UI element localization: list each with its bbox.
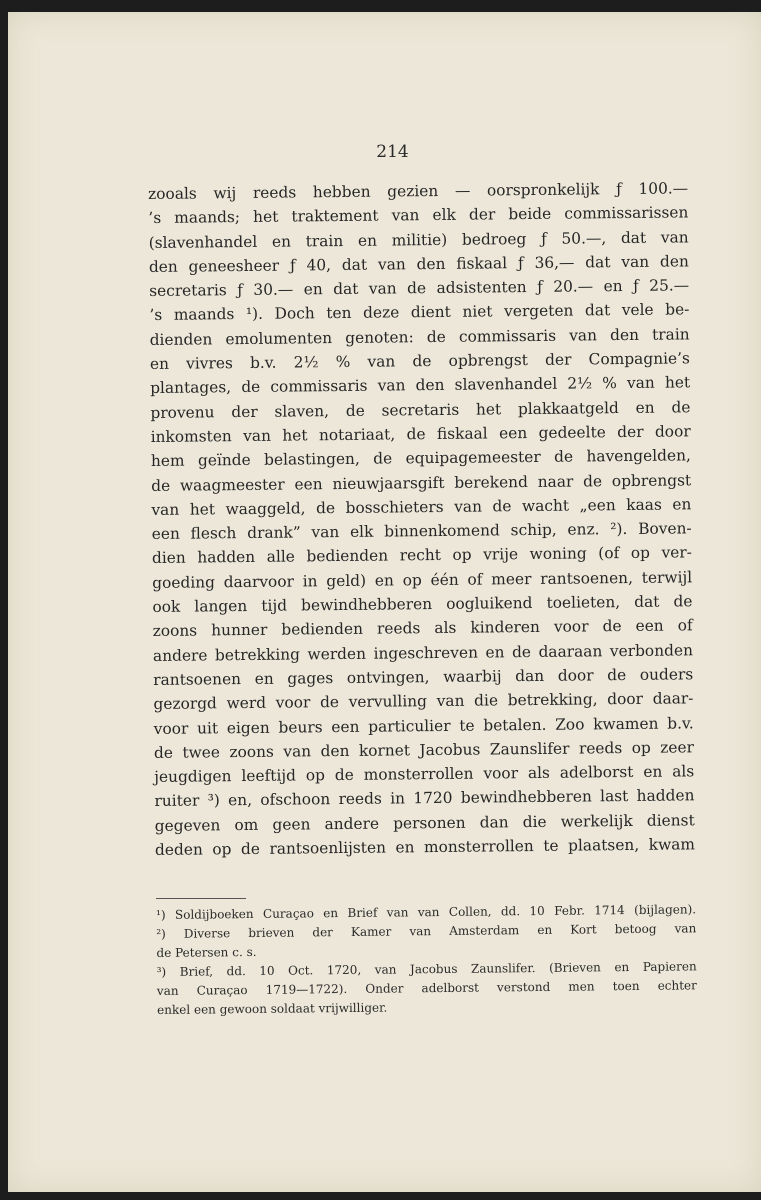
body-line: een flesch drank” van elk binnenkomend schip, enz. ²). Boven- xyxy=(151,519,692,544)
body-line: rantsoenen en gages ontvingen, waarbij dan door de ouders xyxy=(153,665,694,689)
body-line: zooals wij reeds hebben gezien — oorspronkelijk ƒ 100.— xyxy=(148,179,689,203)
book-page xyxy=(8,12,761,1192)
footnote-line: enkel een gewoon soldaat vrijwilliger. xyxy=(157,1000,388,1017)
footnote-line: de Petersen c. s. xyxy=(156,944,257,960)
body-line: ook langen tijd bewindhebberen oogluikend toelieten, dat de xyxy=(152,592,693,617)
body-line: en vivres b.v. 2½ % van de opbrengst der Compagnie’s xyxy=(149,349,690,374)
page-number: 214 xyxy=(376,142,409,162)
body-line: secretaris ƒ 30.— en dat van de adsistenten ƒ 20.— en ƒ 25.— xyxy=(149,276,690,301)
body-line: gegeven om geen andere personen dan die werkelijk dienst xyxy=(154,811,695,835)
body-line: hem geïnde belastingen, de equipagemeester de havengelden, xyxy=(150,446,691,471)
body-line: zoons hunner bedienden reeds als kinderen voor de een of xyxy=(152,616,693,641)
body-line: (slavenhandel en train en militie) bedroeg ƒ 50.—, dat van xyxy=(148,227,689,252)
footnotes xyxy=(156,900,697,1020)
body-line: jeugdigen leeftijd op de monsterrollen voor als adelborst en als xyxy=(154,762,695,787)
body-line: deden op de rantsoenlijsten en monsterrollen te plaatsen, kwam xyxy=(154,835,696,859)
body-line: plantages, de commissaris van den slavenhandel 2½ % van het xyxy=(150,373,691,398)
body-line: gezorgd werd voor de vervulling van die betrekking, door daar- xyxy=(153,689,694,714)
footnote-line: van Curaçao 1719—1722). Onder adelborst verstond men toen echter xyxy=(156,978,697,998)
body-line: de twee zoons van den kornet Jacobus Zaunslifer reeds op zeer xyxy=(153,738,695,762)
footnote-line: ¹) Soldijboeken Curaçao en Brief van van Collen, dd. 10 Febr. 1714 (bijlagen). xyxy=(156,902,697,922)
body-line: dien hadden alle bedienden recht op vrije woning (of op ver- xyxy=(151,543,693,568)
body-line: inkomsten van het notariaat, de fiskaal een gedeelte der door xyxy=(150,422,691,446)
footnote-rule xyxy=(156,898,246,899)
body-line: provenu der slaven, de secretaris het plakkaatgeld en de xyxy=(150,398,691,422)
body-line: dienden emolumenten genoten: de commissaris van den train xyxy=(149,325,690,349)
body-text xyxy=(148,176,695,862)
body-line: andere betrekking werden ingeschreven en de daaraan verbonden xyxy=(152,640,694,665)
body-line: ’s maands ¹). Doch ten deze dient niet vergeten dat vele be- xyxy=(149,300,690,325)
body-line: goeding daarvoor in geld) en op één of meer rantsoenen, terwijl xyxy=(152,568,693,592)
footnote-line: ³) Brief, dd. 10 Oct. 1720, van Jacobus Zaunslifer. (Brieven en Papieren xyxy=(156,959,697,979)
body-line: voor uit eigen beurs een particulier te betalen. Zoo kwamen b.v. xyxy=(153,713,694,738)
body-line: ruiter ³) en, ofschoon reeds in 1720 bewindhebberen last hadden xyxy=(154,786,695,811)
body-line: de waagmeester een nieuwjaarsgift berekend naar de opbrengst xyxy=(151,470,692,495)
body-line: den geneesheer ƒ 40, dat van den fiskaal ƒ 36,— dat van den xyxy=(148,252,689,276)
body-line: van het waaggeld, de bosschieters van de wacht „een kaas en xyxy=(151,495,692,519)
body-line: ’s maands; het traktement van elk der beide commissarissen xyxy=(148,203,689,228)
footnote-line: ²) Diverse brieven der Kamer van Amsterdam en Kort betoog van xyxy=(156,921,697,941)
